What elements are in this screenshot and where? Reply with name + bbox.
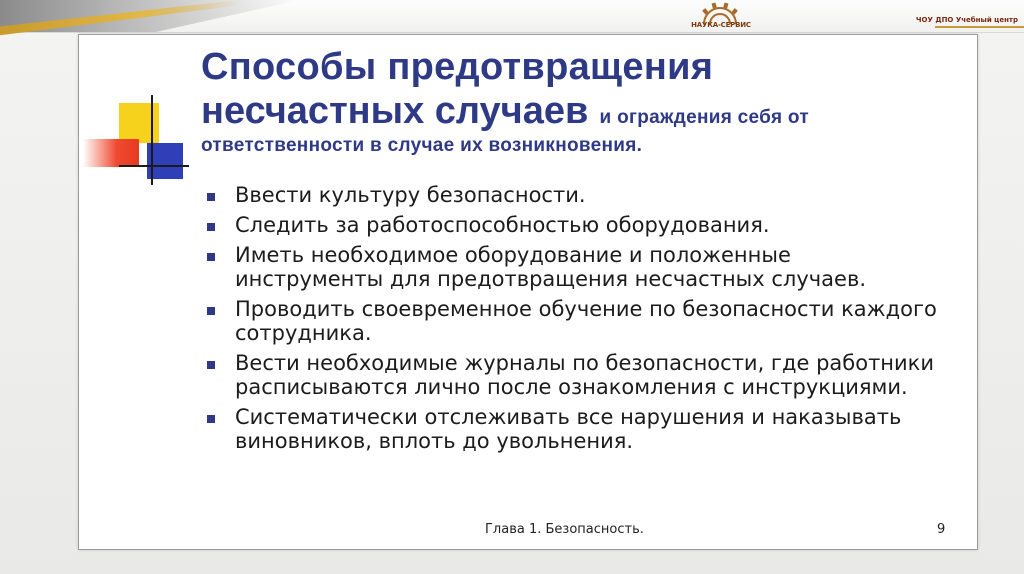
vertical-line [151, 95, 153, 185]
red-square [83, 139, 139, 167]
bullet-square-icon [207, 193, 215, 201]
org-underline [935, 26, 1024, 28]
list-item [203, 183, 943, 207]
title-tail-2: ответственности в случае их возникновения. [201, 135, 643, 156]
list-item-text: Ввести культуру безопасности. [235, 183, 586, 207]
bullet-square-icon [207, 415, 215, 423]
list-item-text: Вести необходимые журналы по безопасности, где работники расписываются лично после ознакомления с инструкциями. [235, 351, 935, 399]
title-line-1: Способы предотвращения [201, 46, 714, 88]
slide-title [201, 45, 961, 159]
list-item-text: Следить за работоспособностью оборудования. [235, 213, 770, 237]
decorative-squares [79, 95, 199, 195]
title-tail [600, 107, 809, 128]
list-item-text: Иметь необходимое оборудование и положенные инструменты для предотвращения несчастных случаев. [235, 243, 866, 291]
bullet-square-icon [207, 307, 215, 315]
yellow-square [119, 103, 159, 143]
org-name: ЧОУ ДПО Учебный центр [915, 16, 1018, 24]
list-item [203, 243, 943, 291]
bullet-square-icon [207, 361, 215, 369]
bullet-list [203, 183, 943, 459]
list-item-text: Систематически отслеживать все нарушения и наказывать виновников, вплоть до увольнения. [235, 405, 902, 453]
bullet-square-icon [207, 253, 215, 261]
horizontal-line [119, 165, 189, 167]
title-line-2: несчастных случаев [201, 90, 589, 132]
list-item [203, 297, 943, 345]
slide [78, 34, 978, 550]
list-item-text: Проводить своевременное обучение по безопасности каждого сотрудника. [235, 297, 937, 345]
list-item [203, 405, 943, 453]
list-item [203, 351, 943, 399]
logo-text: НАУКА-СЕРВИС [691, 21, 751, 29]
bullet-square-icon [207, 223, 215, 231]
list-item [203, 213, 943, 237]
slide-footer: Глава 1. Безопасность. [485, 522, 644, 537]
title-tail-text: и ограждения себя от [599, 107, 809, 128]
page-number: 9 [937, 522, 946, 537]
